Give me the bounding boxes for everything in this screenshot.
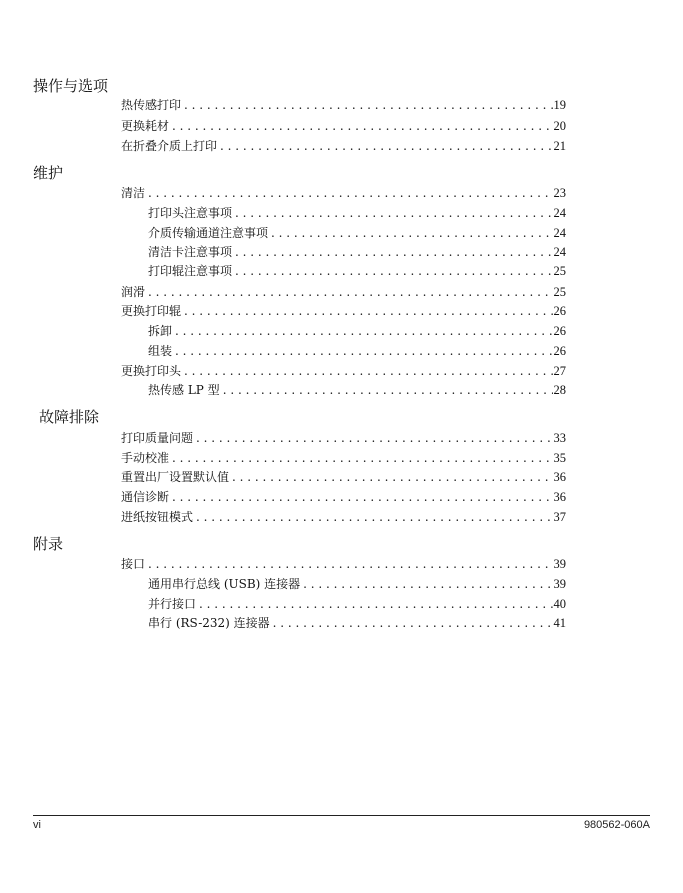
toc-entry[interactable] bbox=[148, 615, 566, 632]
toc-entry-page: 24 bbox=[553, 206, 566, 220]
toc-entry-page: 39 bbox=[553, 557, 566, 571]
toc-entry-page: 19 bbox=[553, 98, 566, 112]
toc-entry-page: 41 bbox=[553, 616, 566, 630]
toc-entry-page: 35 bbox=[553, 451, 566, 465]
toc-entry-page: 23 bbox=[553, 186, 566, 200]
toc-entry[interactable] bbox=[121, 138, 566, 155]
dot-leader bbox=[172, 489, 552, 506]
toc-entry[interactable] bbox=[121, 185, 566, 202]
toc-entry-title: 接口 bbox=[121, 557, 146, 571]
dot-leader bbox=[235, 263, 552, 280]
dot-leader bbox=[148, 556, 552, 573]
dot-leader bbox=[220, 138, 552, 155]
toc-entry[interactable] bbox=[121, 118, 566, 135]
dot-leader bbox=[148, 185, 552, 202]
toc-entry-title: 润滑 bbox=[121, 285, 146, 299]
dot-leader bbox=[172, 118, 552, 135]
toc-entry-page: 27 bbox=[553, 364, 566, 378]
toc-entry-title: 更换打印辊 bbox=[121, 304, 182, 318]
toc-entry-title: 更换耗材 bbox=[121, 119, 170, 133]
toc-entry-page: 25 bbox=[553, 285, 566, 299]
toc-entry-title: 清洁 bbox=[121, 186, 146, 200]
toc-entry[interactable] bbox=[148, 244, 566, 261]
toc-entry-page: 26 bbox=[553, 324, 566, 338]
dot-leader bbox=[175, 343, 552, 360]
toc-entry-page: 26 bbox=[553, 344, 566, 358]
toc-entry[interactable] bbox=[148, 323, 566, 340]
footer-doc-number: 980562-060A bbox=[583, 819, 650, 831]
toc-entry-page: 28 bbox=[553, 383, 566, 397]
toc-entry[interactable] bbox=[121, 489, 566, 506]
toc-entry-page: 37 bbox=[553, 510, 566, 524]
toc-entry-page: 36 bbox=[553, 470, 566, 484]
dot-leader bbox=[232, 469, 552, 486]
dot-leader bbox=[175, 323, 552, 340]
toc-entry-title: 热传感打印 bbox=[121, 98, 182, 112]
toc-entry[interactable] bbox=[148, 225, 566, 242]
toc-entry[interactable] bbox=[121, 430, 566, 447]
toc-entry[interactable] bbox=[121, 469, 566, 486]
toc-entry-page: 40 bbox=[553, 597, 566, 611]
dot-leader bbox=[271, 225, 552, 242]
toc-entry-title: 进纸按钮模式 bbox=[121, 510, 194, 524]
dot-leader bbox=[273, 615, 553, 632]
toc-entry-page: 26 bbox=[553, 304, 566, 318]
toc-entry[interactable] bbox=[121, 97, 566, 114]
toc-entry-page: 20 bbox=[553, 119, 566, 133]
toc-entry[interactable] bbox=[121, 303, 566, 320]
toc-entry[interactable] bbox=[121, 509, 566, 526]
toc-entry-title: 更换打印头 bbox=[121, 364, 182, 378]
toc-entry-title: 重置出厂设置默认值 bbox=[121, 470, 230, 484]
toc-entry[interactable] bbox=[148, 576, 566, 593]
toc-entry-title: 打印质量问题 bbox=[121, 431, 194, 445]
toc-entry[interactable] bbox=[121, 556, 566, 573]
toc-entry-page: 24 bbox=[553, 226, 566, 240]
toc-entry-title: 拆卸 bbox=[148, 324, 173, 338]
dot-leader bbox=[235, 205, 552, 222]
toc-entry[interactable] bbox=[148, 343, 566, 360]
toc-entry[interactable] bbox=[148, 263, 566, 280]
toc-entry-title: 清洁卡注意事项 bbox=[148, 245, 233, 259]
toc-entry-title: 串行 (RS-232) 连接器 bbox=[148, 616, 270, 630]
dot-leader bbox=[235, 244, 552, 261]
dot-leader bbox=[199, 596, 552, 613]
footer-rule bbox=[33, 815, 650, 816]
section-heading-appendix: 附录 bbox=[33, 535, 64, 553]
dot-leader bbox=[196, 430, 552, 447]
toc-entry[interactable] bbox=[148, 596, 566, 613]
toc-entry-title: 通用串行总线 (USB) 连接器 bbox=[148, 577, 301, 591]
toc-entry-page: 36 bbox=[553, 490, 566, 504]
dot-leader bbox=[148, 284, 552, 301]
toc-entry[interactable] bbox=[121, 450, 566, 467]
dot-leader bbox=[184, 363, 552, 380]
toc-entry-title: 在折叠介质上打印 bbox=[121, 139, 218, 153]
toc-entry[interactable] bbox=[148, 382, 566, 399]
section-heading-maintenance: 维护 bbox=[33, 164, 64, 182]
toc-entry-page: 33 bbox=[553, 431, 566, 445]
dot-leader bbox=[223, 382, 553, 399]
toc-entry-title: 通信诊断 bbox=[121, 490, 170, 504]
toc-entry[interactable] bbox=[121, 284, 566, 301]
toc-entry-page: 21 bbox=[553, 139, 566, 153]
section-heading-troubleshooting: 故障排除 bbox=[39, 408, 100, 426]
toc-entry-title: 手动校准 bbox=[121, 451, 170, 465]
dot-leader bbox=[303, 576, 552, 593]
toc-entry-title: 打印头注意事项 bbox=[148, 206, 233, 220]
toc-entry-page: 24 bbox=[553, 245, 566, 259]
dot-leader bbox=[184, 303, 552, 320]
toc-entry[interactable] bbox=[121, 363, 566, 380]
toc-entry[interactable] bbox=[148, 205, 566, 222]
dot-leader bbox=[172, 450, 552, 467]
dot-leader bbox=[184, 97, 552, 114]
section-heading-operation: 操作与选项 bbox=[33, 77, 109, 95]
toc-entry-title: 热传感 LP 型 bbox=[148, 383, 220, 397]
dot-leader bbox=[196, 509, 552, 526]
toc-entry-title: 打印辊注意事项 bbox=[148, 264, 233, 278]
toc-entry-title: 介质传输通道注意事项 bbox=[148, 226, 269, 240]
toc-entry-page: 25 bbox=[553, 264, 566, 278]
toc-entry-page: 39 bbox=[553, 577, 566, 591]
toc-entry-title: 并行接口 bbox=[148, 597, 197, 611]
toc-entry-title: 组装 bbox=[148, 344, 173, 358]
footer-page-label: vi bbox=[33, 819, 41, 831]
